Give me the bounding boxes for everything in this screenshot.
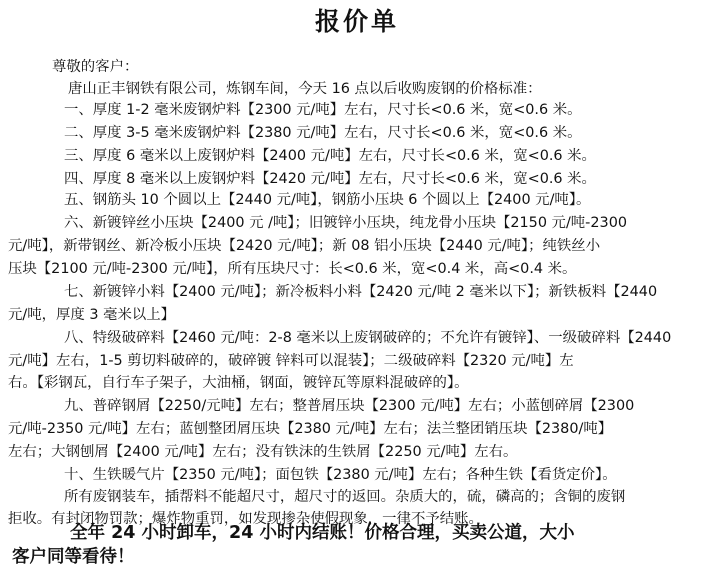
price-item-9-line-2: 元/吨-2350 元/吨】左右；蓝刨整团屑压块【2380 元/吨】左右；法兰整团销压块【2380/吨】 xyxy=(8,421,613,437)
price-item-2: 二、厚度 3-5 毫米废钢炉料【2380 元/吨】左右，尺寸长<0.6 米，宽<0.6 米。 xyxy=(64,125,582,141)
price-item-7-line-2: 元/吨，厚度 3 毫米以上】 xyxy=(8,307,176,323)
terms-line-2: 拒收。有封闭物罚款；爆炸物重罚，如发现掺杂使假现象，一律不予结账。 xyxy=(8,511,483,527)
price-item-1: 一、厚度 1-2 毫米废钢炉料【2300 元/吨】左右，尺寸长<0.6 米，宽<0.6 米。 xyxy=(64,102,582,118)
terms-line-1: 所有废钢装车，插帮料不能超尺寸，超尺寸的返回。杂质大的，硫，磷高的；含铜的废钢 xyxy=(64,489,626,505)
price-item-5: 五、钢筋头 10 个圆以上【2440 元/吨】，钢筋小压块 6 个圆以上【2400 元/吨】。 xyxy=(64,192,591,208)
footer-line-1: 全年 24 小时卸车，24 小时内结账！价格合理，买卖公道，大小 xyxy=(70,523,575,543)
price-item-4: 四、厚度 8 毫米以上废钢炉料【2420 元/吨】左右，尺寸长<0.6 米，宽<0.6 米。 xyxy=(64,171,596,187)
price-item-8-line-3: 右。【彩钢瓦，自行车子架子，大油桶，钢面，镀锌瓦等原料混破碎的】。 xyxy=(8,375,469,391)
price-item-6-line-2: 元/吨】，新带钢丝、新冷板小压块【2420 元/吨】；新 08 铝小压块【2440 元/吨】；纯铁丝小 xyxy=(8,238,601,254)
greeting: 尊敬的客户： xyxy=(52,59,139,75)
price-item-7-line-1: 七、新镀锌小料【2400 元/吨】；新冷板料小料【2420 元/吨 2 毫米以下】；新铁板料【2440 xyxy=(64,284,658,300)
price-item-6-line-3: 压块【2100 元/吨-2300 元/吨】，所有压块尺寸：长<0.6 米，宽<0.4 米，高<0.4 米。 xyxy=(8,261,577,277)
footer-line-2: 客户同等看待！ xyxy=(12,547,135,567)
price-item-6-line-1: 六、新镀锌丝小压块【2400 元 /吨】；旧镀锌小压块，纯龙骨小压块【2150 元/吨-2300 xyxy=(64,215,628,231)
price-item-10: 十、生铁暖气片【2350 元/吨】；面包铁【2380 元/吨】左右；各种生铁【看货定价】。 xyxy=(64,467,617,483)
document-title: 报价单 xyxy=(314,7,399,36)
price-item-9-line-3: 左右；大钢刨屑【2400 元/吨】左右；没有铁沫的生铁屑【2250 元/吨】左右。 xyxy=(8,444,518,460)
price-item-8-line-2: 元/吨】左右，1-5 剪切料破碎的，破碎镀 锌料可以混装】；二级破碎料【2320 元/吨】左 xyxy=(8,353,574,369)
intro-line: 唐山正丰钢铁有限公司，炼钢车间，今天 16 点以后收购废钢的价格标准： xyxy=(68,81,542,97)
price-item-8-line-1: 八、特级破碎料【2460 元/吨：2-8 毫米以上废钢破碎的；不允许有镀锌】、一级破碎料【2440 xyxy=(64,330,672,346)
price-item-9-line-1: 九、普碎钢屑【2250/元吨】左右；整普屑压块【2300 元/吨】左右；小蓝刨碎屑【2300 xyxy=(64,398,635,414)
price-item-3: 三、厚度 6 毫米以上废钢炉料【2400 元/吨】左右，尺寸长<0.6 米，宽<0.6 米。 xyxy=(64,148,596,164)
